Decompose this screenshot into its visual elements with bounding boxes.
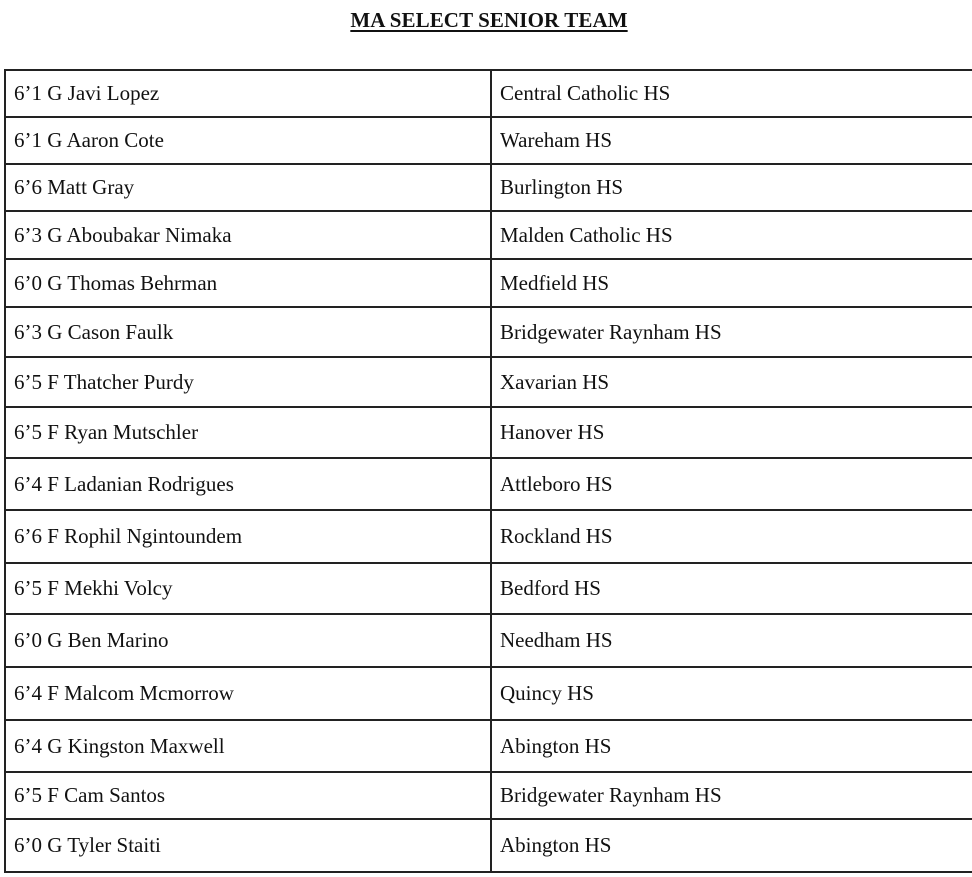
table-row [5, 772, 972, 819]
document-title: MA SELECT SENIOR TEAM [350, 8, 628, 32]
school-cell: Bridgewater Raynham HS [491, 772, 972, 819]
table-row [5, 720, 972, 772]
school-cell: Attleboro HS [491, 458, 972, 510]
school-cell: Burlington HS [491, 164, 972, 211]
player-cell: 6’0 G Tyler Staiti [5, 819, 491, 872]
player-cell: 6’3 G Cason Faulk [5, 307, 491, 357]
school-cell: Xavarian HS [491, 357, 972, 407]
table-row [5, 70, 972, 117]
school-cell: Abington HS [491, 819, 972, 872]
school-cell: Abington HS [491, 720, 972, 772]
school-cell: Bedford HS [491, 563, 972, 614]
table-row [5, 211, 972, 259]
school-cell: Hanover HS [491, 407, 972, 458]
table-row [5, 259, 972, 307]
school-cell: Bridgewater Raynham HS [491, 307, 972, 357]
player-cell: 6’4 F Malcom Mcmorrow [5, 667, 491, 720]
table-row [5, 458, 972, 510]
school-cell: Needham HS [491, 614, 972, 667]
player-cell: 6’4 G Kingston Maxwell [5, 720, 491, 772]
table-row [5, 614, 972, 667]
table-row [5, 357, 972, 407]
table-row [5, 510, 972, 563]
player-cell: 6’6 Matt Gray [5, 164, 491, 211]
table-row [5, 407, 972, 458]
school-cell: Malden Catholic HS [491, 211, 972, 259]
player-cell: 6’1 G Javi Lopez [5, 70, 491, 117]
roster-table-body [5, 70, 972, 872]
table-row [5, 164, 972, 211]
table-row [5, 307, 972, 357]
player-cell: 6’5 F Mekhi Volcy [5, 563, 491, 614]
player-cell: 6’4 F Ladanian Rodrigues [5, 458, 491, 510]
school-cell: Central Catholic HS [491, 70, 972, 117]
player-cell: 6’5 F Ryan Mutschler [5, 407, 491, 458]
school-cell: Medfield HS [491, 259, 972, 307]
player-cell: 6’5 F Thatcher Purdy [5, 357, 491, 407]
player-cell: 6’6 F Rophil Ngintoundem [5, 510, 491, 563]
table-row [5, 667, 972, 720]
player-cell: 6’0 G Thomas Behrman [5, 259, 491, 307]
school-cell: Wareham HS [491, 117, 972, 164]
table-row [5, 819, 972, 872]
roster-table [4, 69, 972, 873]
player-cell: 6’0 G Ben Marino [5, 614, 491, 667]
school-cell: Rockland HS [491, 510, 972, 563]
table-row [5, 117, 972, 164]
player-cell: 6’1 G Aaron Cote [5, 117, 491, 164]
player-cell: 6’5 F Cam Santos [5, 772, 491, 819]
school-cell: Quincy HS [491, 667, 972, 720]
player-cell: 6’3 G Aboubakar Nimaka [5, 211, 491, 259]
table-row [5, 563, 972, 614]
